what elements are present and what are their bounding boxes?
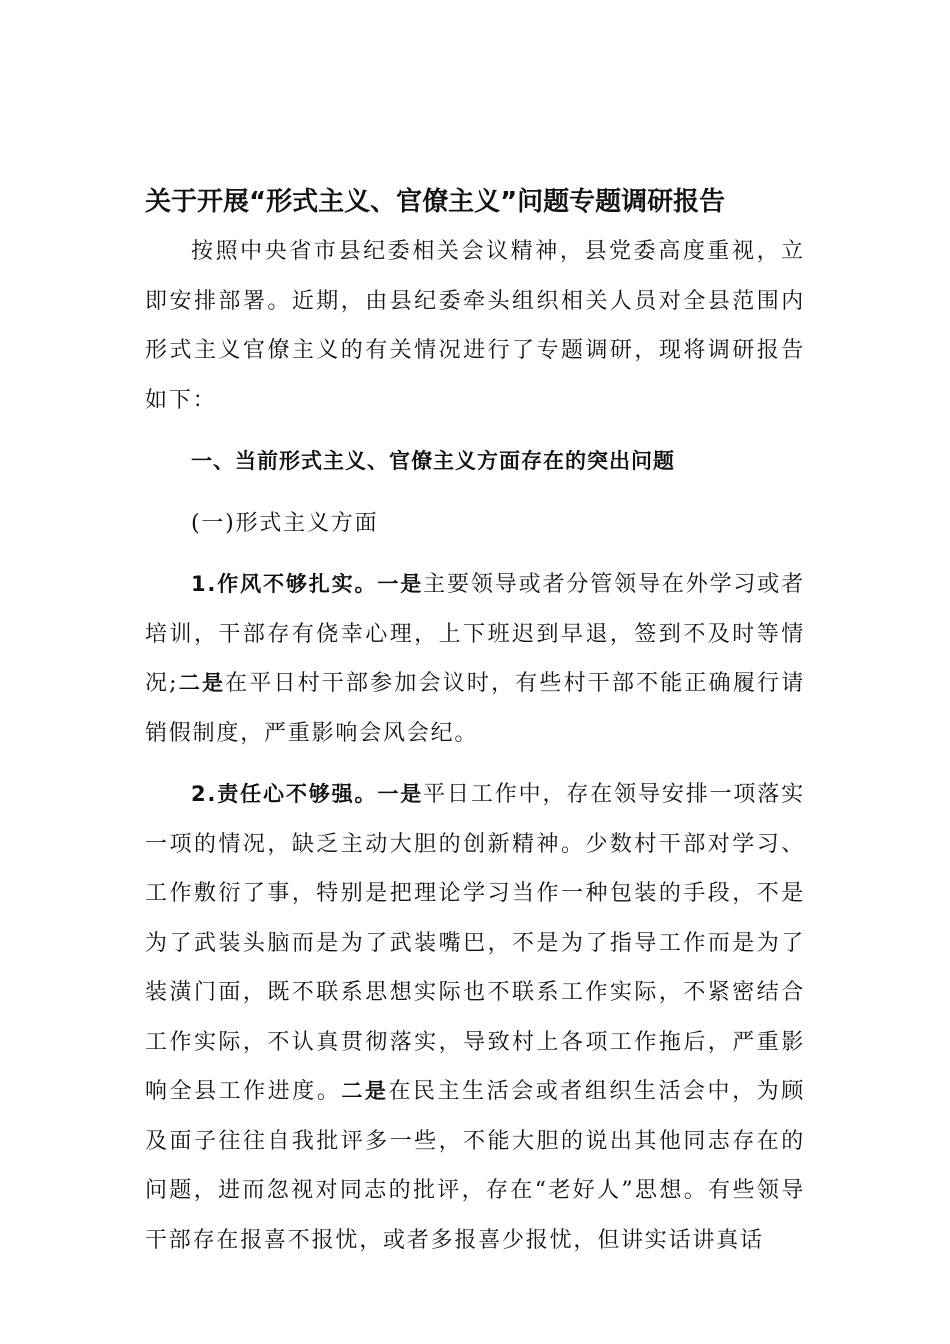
item-1-point-2-text: 在平日村干部参加会议时，有些村干部不能正确履行请销假制度，严重影响会风会纪。 <box>145 671 805 746</box>
item-2-point-2-marker: 二是 <box>341 1079 389 1103</box>
document-title: 关于开展“形式主义、官僚主义”问题专题调研报告 <box>145 187 726 217</box>
section-heading: 一、当前形式主义、官僚主义方面存在的突出问题 <box>191 449 675 473</box>
item-2-point-1-marker: 一是 <box>377 782 424 806</box>
document-body <box>145 227 805 1265</box>
paragraph-gap <box>145 425 805 437</box>
intro-paragraph: 按照中央省市县纪委相关会议精神，县党委高度重视，立即安排部署。近期，由县纪委牵头组织相关人员对全县范围内形式主义官僚主义的有关情况进行了专题调研，现将调研报告如下： <box>145 239 805 413</box>
paragraph-gap <box>145 487 805 499</box>
paragraph-gap <box>145 758 805 770</box>
subsection-heading: (一)形式主义方面 <box>191 510 379 536</box>
paragraph-gap <box>145 548 805 560</box>
item-1-point-1-marker: 一是 <box>377 572 424 596</box>
item-2-lead: 2.责任心不够强。 <box>191 782 378 806</box>
item-2-point-2-text: 在民主生活会或者组织生活会中，为顾及面子往往自我批评多一些，不能大胆的说出其他同志存在的问题，进而忽视对同志的批评，存在“老好人”思想。有些领导干部存在报喜不报忧，或者多报喜少报忧，但讲实话讲真话 <box>145 1079 805 1253</box>
item-2-paragraph <box>145 770 805 1265</box>
item-2-point-1-text: 平日工作中，存在领导安排一项落实一项的情况，缺乏主动大胆的创新精神。少数村干部对学习、工作敷衍了事，特别是把理论学习当作一种包装的手段，不是为了武装头脑而是为了武装嘴巴，不是为了指导工作而是为了装潢门面，既不联系思想实际也不联系工作实际，不紧密结合工作实际，不认真贯彻落实，导致村上各项工作拖后，严重影响全县工作进度。 <box>145 782 805 1104</box>
item-1-point-1-text: 主要领导或者分管领导在外学习或者培训，干部存有侥幸心理，上下班迟到早退，签到不及时等情况; <box>145 572 805 696</box>
item-1-lead: 1.作风不够扎实。 <box>191 572 378 596</box>
item-1-point-2-marker: 二是 <box>178 671 226 695</box>
item-1-paragraph <box>145 560 805 758</box>
